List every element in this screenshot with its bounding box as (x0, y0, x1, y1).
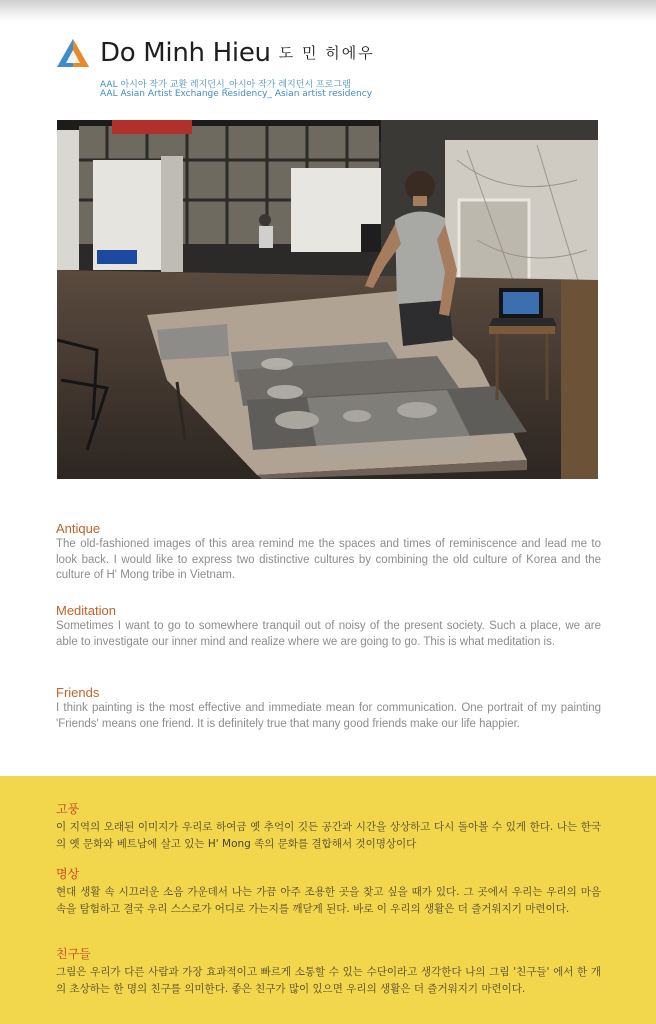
program-name-ko: AAL 아시아 작가 교환 레지던시_아시아 작가 레지던시 프로그램 (100, 80, 351, 90)
text-friends-ko: 그림은 우리가 다른 사람과 가장 효과적이고 빠르게 소통할 수 있는 수단이라고 생각한다 나의 그림 '친구들' 에서 한 개의 초상하는 한 명의 친구를 의미한다. 좋은 친구가 많이 있으면 우리의 생활은 더 즐거워지기 마련이다. (56, 966, 601, 995)
heading-meditation-en: Meditation (56, 603, 116, 618)
artist-header (56, 36, 616, 106)
section-friends-en (56, 685, 601, 732)
heading-antique-en: Antique (56, 521, 101, 536)
section-antique-en (56, 521, 601, 584)
top-shadow (0, 0, 656, 22)
heading-friends-ko: 친구들 (56, 947, 91, 961)
section-meditation-en (56, 603, 601, 650)
text-meditation-en: Sometimes I want to go to somewhere tranquil out of noisy of the present society. Such a place, we are able to investigate our inner mind and realize where we are going to go. This is what meditation is. (56, 620, 601, 648)
artist-name-ko: 도 민 히에우 (278, 44, 375, 62)
section-antique-ko (56, 800, 601, 853)
heading-antique-ko: 고풍 (56, 802, 80, 816)
section-meditation-ko (56, 865, 601, 918)
text-meditation-ko: 현대 생활 속 시끄러운 소음 가운데서 나는 가끔 아주 조용한 곳을 찾고 싶을 때가 있다. 그 곳에서 우리는 우리의 마음 속을 탐험하고 결국 우리 스스로가 어디로 가는지를 깨닫게 된다. 바로 이 우리의 생활은 더 즐거워지기 마련이다. (56, 886, 601, 915)
studio-photo (57, 120, 598, 479)
text-antique-ko: 이 지역의 오래된 이미지가 우리로 하여금 옛 추억이 깃든 공간과 시간을 상상하고 다시 돌아볼 수 있게 한다. 나는 한국의 옛 문화와 베트남에 살고 있는 H' Mong 족의 문화를 결합해서 것이명상이다 (56, 821, 601, 850)
heading-friends-en: Friends (56, 685, 100, 700)
artist-name-en: Do Minh Hieu (100, 38, 271, 68)
section-friends-ko (56, 945, 601, 998)
text-antique-en: The old-fashioned images of this area remind me the spaces and times of reminiscence and lead me to look back. I would like to express two distinctive cultures by combining the old culture of Korea and the culture of H' Mong tribe in Vietnam. (56, 538, 601, 581)
text-friends-en: I think painting is the most effective and immediate mean for communication. One portrait of my painting 'Friends' means one friend. It is definitely true that many good friends make our life happier. (56, 702, 601, 730)
triangle-logo-icon (56, 38, 90, 68)
artist-name (100, 38, 375, 68)
heading-meditation-ko: 명상 (56, 867, 80, 881)
program-name-en: AAL Asian Artist Exchange Residency_ Asian artist residency (100, 89, 373, 99)
